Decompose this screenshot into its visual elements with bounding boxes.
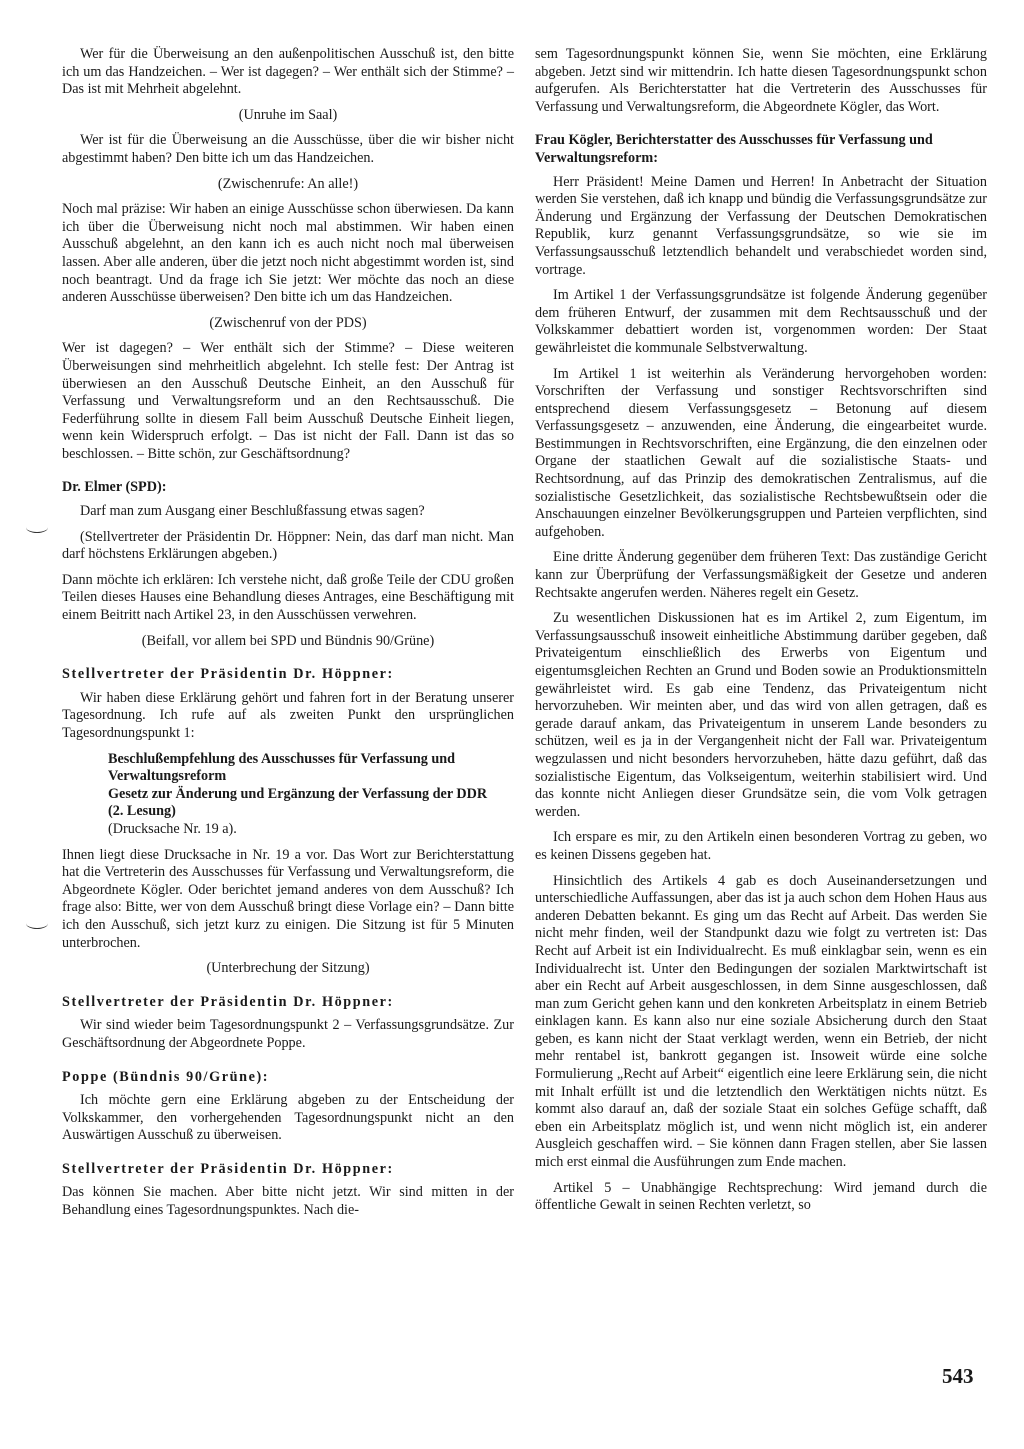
speaker-heading (62, 666, 514, 684)
paragraph: Ihnen liegt diese Drucksache in Nr. 19 a vor. Das Wort zur Berichterstattung hat die Vertreterin des Ausschusses für Verfassung und Verwaltungsreform, die Abgeordnete Kögler. Oder berichtet jemand anderes von dem Ausschuß? Ich frage also: Bitte, wer von dem Ausschuß bringt diese Vorlage ein? – Dann bitte ich den Ausschuß, sich jetzt kurz zu einigen. Die Sitzung ist für 5 Minuten unterbrochen. (62, 846, 514, 951)
speaker-heading (62, 1069, 514, 1087)
paragraph: Hinsichtlich des Artikels 4 gab es doch Auseinandersetzungen und unterschiedliche Auffassungen, aber das ist ja auch schon dem Hohen Haus aus anderen Debatten bekannt. Es ging um das Recht auf Arbeit. Das werden Sie nicht mehr finden, weil der Standpunkt dazu wie folgt zu vertreten ist: Das Recht auf Arbeit ist ein Individualrecht. Es muß einklagbar sein, wenn es ein Individualrecht ist. Unter den Bedingungen der sozialen Marktwirtschaft ist aber ein Recht auf Arbeit ausgeschlossen, in dem Sinne ausgeschlossen, daß man zum Gericht gehen kann und den konkreten Arbeitsplatz in einem Betrieb einklagen kann. Es kann also nur eine soziale Absicherung durch den Staat geben, es kann nicht der Staat verklagt werden, wenn ein Betrieb, der nicht mehr rentabel ist, bankrott gegangen ist. Insoweit würde eine solche Formulierung „Recht auf Arbeit“ eigentlich eine leere Erklärung sein, die nicht mit Inhalt erfüllt ist und die letztendlich den Werktätigen nichts nützt. Es kommt also darauf an, daß der soziale Staat ein solches Gefüge schafft, daß eben ein Arbeitsplatz möglich ist, und wenn nicht möglich ist, ein anderer Ausgleich geschaffen wird. – Sie können dann Fragen stellen, aber Sie lassen mich erst einmal die Ausführungen zum Ende machen. (535, 872, 987, 1171)
speaker-name: Poppe (Bündnis 90/Grüne): (62, 1068, 270, 1085)
speaker-name: Stellvertreter der Präsidentin Dr. Höppner: (62, 1160, 394, 1177)
speaker-heading: Frau Kögler, Berichterstatter des Ausschusses für Verfassung und Verwaltungsreform: (535, 132, 933, 166)
speaker-name: Stellvertreter der Präsidentin Dr. Höppner: (62, 993, 394, 1010)
agenda-reading: (2. Lesung) (108, 803, 176, 820)
speaker-heading (62, 1161, 514, 1179)
speaker-heading (62, 994, 514, 1012)
speaker-name: Stellvertreter der Präsidentin Dr. Höppner: (62, 666, 394, 683)
paragraph: Wir sind wieder beim Tagesordnungspunkt 2 – Verfassungsgrundsätze. Zur Geschäftsordnung der Abgeordnete Poppe. (62, 1017, 514, 1051)
agenda-title: Beschlußempfehlung des Ausschusses für Verfassung und Verwaltungsreform (108, 750, 456, 785)
paragraph: Zu wesentlichen Diskussionen hat es im Artikel 2, zum Eigentum, im Verfassungsausschuß insoweit einheitliche Abstimmung darüber gegeben, daß Privateigentum einschließlich des Erwerbs von Eigentum und eigentumsgleichen Rechten an Grund und Boden sowie an Produktionsmitteln gewährleistet wird. Es gab eine Tendenz, das Privateigentum nicht hervorzuheben. Wir meinten aber, und das wird von allen getragen, daß es gerade darauf ankam, das Privateigentum in unserem Lande besonders zu schützen, weil es ja in der Vergangenheit nicht der Fall war. Privateigentum wegzulassen und nicht besonders hervorzuheben, hätte dazu geführt, daß das sozialistische Eigentum, das Volkseigentum, weiterhin stabilisiert wird. Und das konnte nicht Anliegen dieser Grundsätze sein, die vom Volk getragen werden. (535, 610, 987, 820)
paragraph: Wer ist dagegen? – Wer enthält sich der Stimme? – Diese weiteren Überweisungen sind mehrheitlich abgelehnt. Ich stelle fest: Der Antrag ist überwiesen an den Ausschuß Deutsche Einheit, an den Ausschuß für Verfassung und Verwaltungsreform und an den Rechtsausschuß. Die Federführung sollte in diesem Fall beim Ausschuß Deutsche Einheit liegen, wenn kein Widerspruch erfolgt. – Das ist nicht der Fall. Dann ist das so beschlossen. – Bitte schön, zur Geschäftsordnung? (62, 340, 514, 462)
right-column (535, 46, 987, 1223)
paragraph: (Stellvertreter der Präsidentin Dr. Höppner: Nein, das darf man nicht. Man darf höchstens Erklärungen abgeben.) (62, 528, 514, 563)
paragraph: Wer ist für die Überweisung an die Ausschüsse, über die wir bisher nicht abgestimmt haben? Den bitte ich um das Handzeichen. (62, 132, 514, 166)
paragraph: Dann möchte ich erklären: Ich verstehe nicht, daß große Teile der CDU großen Teilen dieses Hauses eine Behandlung dieses Antrages, eine Beschäftigung mit einem Beitritt nach Artikel 23, in den Ausschüssen verwehren. (62, 571, 514, 624)
paragraph: Das können Sie machen. Aber bitte nicht jetzt. Wir sind mitten in der Behandlung eines Tagesordnungspunktes. Nach die- (62, 1184, 514, 1219)
page-number: 543 (942, 1364, 974, 1388)
margin-mark (26, 522, 48, 533)
interjection: (Zwischenrufe: An alle!) (217, 175, 359, 192)
speaker-heading: Dr. Elmer (SPD): (62, 479, 167, 496)
interjection: (Unterbrechung der Sitzung) (206, 960, 370, 977)
paragraph: Darf man zum Ausgang einer Beschlußfassung etwas sagen? (80, 503, 425, 520)
paragraph: Artikel 5 – Unabhängige Rechtsprechung: Wird jemand durch die öffentliche Gewalt in seinen Rechten verletzt, so (535, 1179, 987, 1214)
paragraph: Wir haben diese Erklärung gehört und fahren fort in der Beratung unserer Tagesordnung. Ich rufe auf als zweiten Punkt den ursprünglichen Tagesordnungspunkt 1: (62, 689, 514, 741)
paragraph: Im Artikel 1 ist weiterhin als Veränderung hervorgehoben worden: Vorschriften der Verfassung und sonstiger Rechtsvorschriften sind entsprechend diesem Verfassungsgesetz – Betonung auf diesem Verfassungsgesetz – anzuwenden, eine Änderung, die eingearbeitet wurde. Bestimmungen in Rechtsvorschriften, eine Ergänzung, die den einzelnen oder Organe der staatlichen Gewalt auf die sozialistische Staats- und Rechtsordnung, auf das Prinzip des demokratischen Zentralismus, auf die sozialistische Gesetzlichkeit, das sozialistische Rechtsbewußtsein oder die Anschauungen einzelner Bevölkerungsgruppen und Parteien verpflichten, sind aufgehoben. (535, 365, 987, 540)
paragraph: Noch mal präzise: Wir haben an einige Ausschüsse schon überwiesen. Da kann ich über die Überweisung nicht noch mal abstimmen. Wir haben einen Ausschuß abgelehnt, an den kann ich es auch nicht noch mal überweisen lassen. Aber alle anderen, über die jetzt noch nicht abgestimmt worden ist, sind noch beantragt. Und da frage ich Sie jetzt: Wer möchte das noch an diese anderen Ausschüsse überweisen? Den bitte ich um das Handzeichen. (62, 201, 514, 306)
margin-mark (26, 918, 48, 929)
paragraph: Ich erspare es mir, zu den Artikeln einen besonderen Vortrag zu geben, wo es keinen Dissens gegeben hat. (535, 829, 987, 863)
paragraph: Im Artikel 1 der Verfassungsgrundsätze ist folgende Änderung gegenüber dem früheren Entwurf, der zusammen mit dem Rechtsausschuß und der Volkskammer debattiert worden ist, vorgenommen worden: Der Staat gewährleistet die kommunale Selbstverwaltung. (535, 287, 987, 356)
interjection: (Beifall, vor allem bei SPD und Bündnis 90/Grüne) (141, 632, 435, 649)
paragraph: sem Tagesordnungspunkt können Sie, wenn Sie möchten, eine Erklärung abgeben. Jetzt sind wir mittendrin. Ich hatte diesen Tagesordnungspunkt schon aufgerufen. Als Berichterstatter hat die Vertreterin des Ausschusses für Verfassung und Verwaltungsreform, die Abgeordnete Kögler, das Wort. (535, 46, 987, 115)
interjection: (Unruhe im Saal) (238, 106, 338, 123)
agenda-title: Gesetz zur Änderung und Ergänzung der Verfassung der DDR (108, 785, 488, 802)
paragraph: Eine dritte Änderung gegenüber dem früheren Text: Das zuständige Gericht kann zur Überprüfung der Verfassungsmäßigkeit der Gesetze und anderen Rechtsakte angerufen werden. Näheres regelt ein Gesetz. (535, 549, 987, 601)
interjection: (Zwischenruf von der PDS) (209, 314, 367, 331)
paragraph: Wer für die Überweisung an den außenpolitischen Ausschuß ist, den bitte ich um das Handzeichen. – Wer ist dagegen? – Wer enthält sich der Stimme? – Das ist mit Mehrheit abgelehnt. (62, 46, 514, 98)
agenda-item (108, 751, 514, 839)
agenda-document: (Drucksache Nr. 19 a). (108, 820, 237, 837)
paragraph: Ich möchte gern eine Erklärung abgeben zu der Entscheidung der Volkskammer, den vorhergehenden Tagesordnungspunkt nicht an den Auswärtigen Ausschuß zu überweisen. (62, 1092, 514, 1144)
left-column (62, 46, 514, 1228)
paragraph: Herr Präsident! Meine Damen und Herren! In Anbetracht der Situation werden Sie verstehen, daß ich knapp und bündig die Verfassungsgrundsätze zur Änderung und Ergänzung der Verfassung der Deutschen Demokratischen Republik, kurz genannt Verfassungsgrundsätze, so wie sie im Verfassungsausschuß letztendlich behandelt und verabschiedet worden sind, vortrage. (535, 173, 987, 278)
